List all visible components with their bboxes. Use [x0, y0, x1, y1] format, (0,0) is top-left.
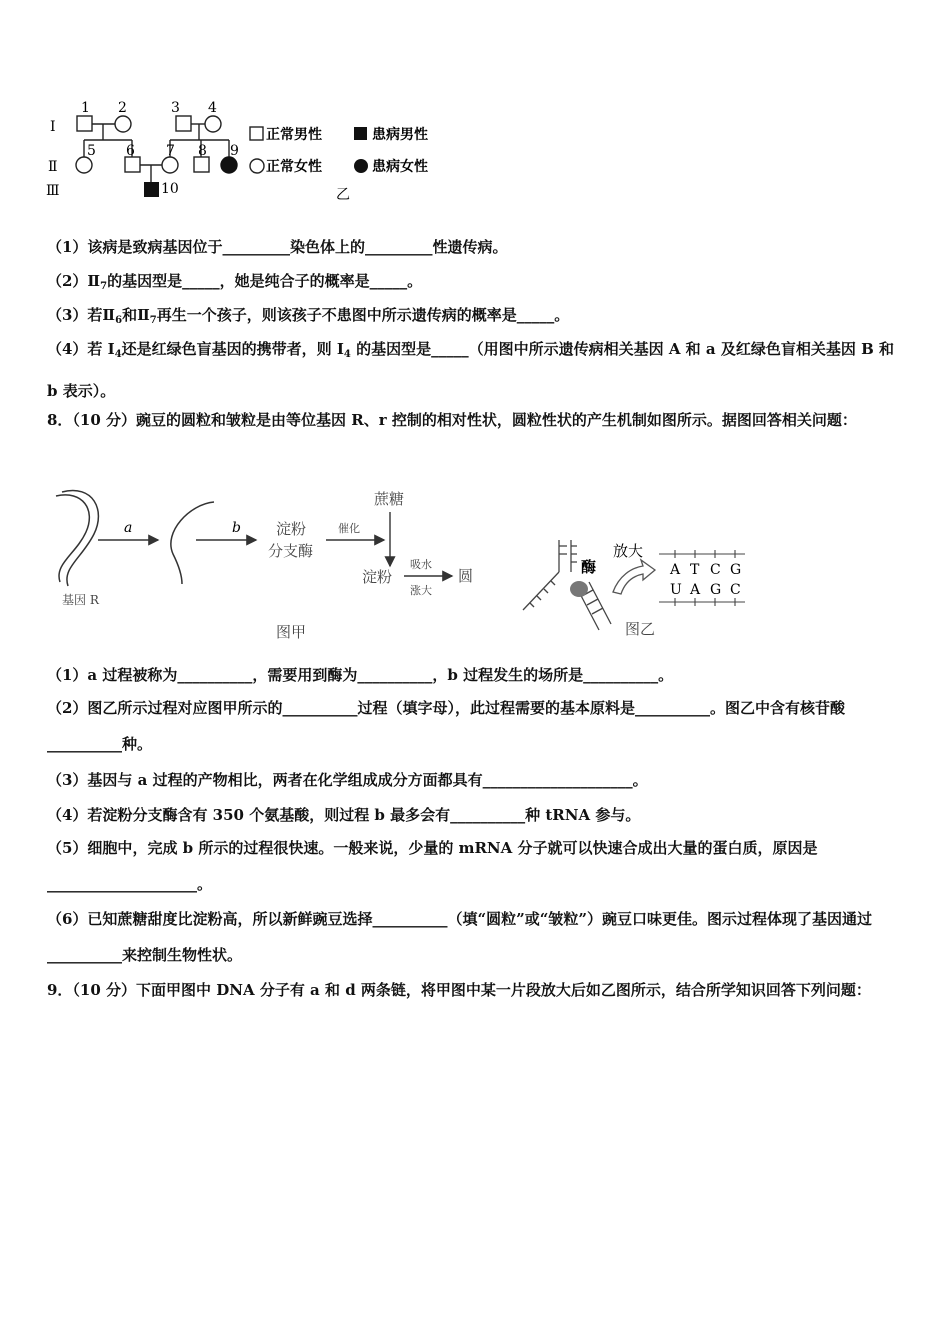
individual-8-normal-male — [194, 157, 209, 172]
rna-base-4: C — [730, 582, 741, 598]
catalyze-label: 催化 — [338, 522, 360, 535]
individual-number-9: 9 — [230, 143, 239, 159]
q7-part-4 — [47, 331, 907, 409]
q7-part-2-text-a: （2）Ⅱ — [47, 272, 101, 290]
dna-base-2: T — [690, 562, 700, 578]
q7-part-3-text-b: 和Ⅱ — [122, 306, 150, 324]
q7-part-3-text-a: （3）若Ⅱ — [47, 306, 116, 324]
figure-jia-caption: 图甲 — [276, 623, 307, 641]
q8-part-6: （6）已知蔗糖甜度比淀粉高，所以新鲜豌豆选择__________（填“圆粒”或“皱粒”）豌豆口味更佳。图示过程体现了基因通过__________来控制生物性状。 — [47, 910, 872, 964]
q8-part-2: （2）图乙所示过程对应图甲所示的__________过程（填字母），此过程需要的基本原料是__________。图乙中含有核苷酸__________种。 — [47, 699, 845, 753]
rna-base-2: A — [690, 582, 701, 598]
q7-part-3-sub-2: 7 — [149, 315, 157, 326]
enlarge-arrow — [613, 560, 655, 594]
rna-base-1: U — [670, 582, 682, 598]
pedigree-figure — [40, 95, 460, 205]
legend-affected-female-label: 患病女性 — [372, 159, 428, 175]
sucrose-label: 蔗糖 — [374, 490, 405, 508]
q8-part-3: （3）基因与 a 过程的产物相比，两者在化学组成成分方面都具有____________________。 — [47, 771, 648, 789]
individual-number-7: 7 — [166, 143, 175, 159]
arrow-b-label: b — [232, 520, 241, 536]
enzyme-label-line1: 淀粉 — [276, 520, 307, 538]
q7-part-4-sub-1: 4 — [114, 349, 122, 360]
generation-label-2: Ⅱ — [48, 159, 58, 175]
q7-part-3 — [47, 305, 569, 331]
individual-6-normal-male — [125, 157, 140, 172]
round-label: 圆 — [458, 567, 474, 585]
figure-yi-caption: 图乙 — [625, 620, 656, 638]
enzyme-label-line2: 分支酶 — [268, 542, 314, 560]
q8-part-1: （1）a 过程被称为__________，需要用到酶为__________，b 过程发生的场所是__________。 — [47, 666, 674, 684]
q7-part-2 — [47, 271, 422, 297]
q7-part-4-sub-2: 4 — [343, 349, 351, 360]
q8-part-4: （4）若淀粉分支酶含有 350 个氨基酸，则过程 b 最多会有__________种 tRNA 参与。 — [47, 806, 641, 824]
legend-normal-female-label: 正常女性 — [266, 159, 322, 175]
generation-label-1: Ⅰ — [50, 119, 56, 135]
individual-3-normal-male — [176, 116, 191, 131]
arrow-a-label: a — [124, 520, 133, 536]
q7-part-3-sub-1: 6 — [115, 315, 123, 326]
individual-number-8: 8 — [198, 143, 207, 159]
individual-9-affected-female — [221, 157, 237, 173]
legend-normal-female-symbol — [250, 159, 264, 173]
q9-intro: 9．（10 分）下面甲图中 DNA 分子有 a 和 d 两条链，将甲图中某一片段放大后如乙图所示，结合所学知识回答下列问题： — [47, 981, 871, 999]
legend-affected-male-symbol — [354, 127, 367, 140]
individual-number-2: 2 — [118, 100, 127, 116]
individual-number-10: 10 — [161, 181, 179, 197]
individual-4-normal-female — [205, 116, 221, 132]
q8-part-5: （5）细胞中，完成 b 所示的过程很快速。一般来说，少量的 mRNA 分子就可以快速合成出大量的蛋白质，原因是____________________。 — [47, 839, 818, 893]
q7-part-2-sub: 7 — [100, 281, 108, 292]
enzyme-blob — [570, 581, 588, 597]
absorb-label: 吸水 — [410, 558, 432, 571]
individual-10-affected-male — [144, 182, 159, 197]
gene-r-label: 基因 R — [62, 593, 99, 607]
legend-affected-female-symbol — [354, 159, 368, 173]
q7-part-4-text-a: （4）若 I — [47, 340, 115, 358]
legend-normal-male-label: 正常男性 — [266, 127, 322, 143]
dna-base-3: C — [710, 562, 721, 578]
q8-intro: 8．（10 分）豌豆的圆粒和皱粒是由等位基因 R、r 控制的相对性状，圆粒性状的产生机制如图所示。据图回答相关问题： — [47, 411, 857, 429]
individual-5-normal-female — [76, 157, 92, 173]
individual-number-4: 4 — [208, 100, 217, 116]
individual-number-5: 5 — [87, 143, 96, 159]
q7-part-1: （1）该病是致病基因位于_________染色体上的_________性遗传病。 — [47, 238, 508, 256]
dna-base-4: G — [730, 562, 742, 578]
legend-normal-male-symbol — [250, 127, 263, 140]
individual-number-1: 1 — [81, 100, 90, 116]
generation-label-3: Ⅲ — [46, 183, 60, 199]
figure-yi — [515, 532, 755, 642]
individual-7-normal-female — [162, 157, 178, 173]
mrna-strand — [171, 502, 214, 584]
pedigree-figure-label: 乙 — [336, 187, 350, 203]
figure-jia — [48, 482, 488, 647]
q7-part-4-text-c: 的基因型是_____（用图中所示遗传病相关基因 A 和 a 及红绿色盲相关基因 B 和 b 表示）。 — [47, 340, 894, 400]
swell-label: 涨大 — [410, 584, 432, 597]
enlarge-label: 放大 — [613, 542, 644, 560]
gene-r-strand-1 — [56, 495, 89, 582]
legend-affected-male-label: 患病男性 — [372, 127, 428, 143]
gene-r-strand-2 — [62, 491, 98, 586]
q7-part-4-text-b: 还是红绿色盲基因的携带者，则 I — [121, 340, 344, 358]
rna-base-3: G — [710, 582, 722, 598]
individual-1-normal-male — [77, 116, 92, 131]
individual-number-3: 3 — [171, 100, 180, 116]
starch-label: 淀粉 — [362, 568, 393, 586]
q7-part-3-text-c: 再生一个孩子，则该孩子不患图中所示遗传病的概率是_____。 — [156, 306, 570, 324]
dna-base-1: A — [670, 562, 681, 578]
individual-2-normal-female — [115, 116, 131, 132]
individual-number-6: 6 — [126, 143, 135, 159]
q7-part-2-text-b: 的基因型是_____，她是纯合子的概率是_____。 — [107, 272, 423, 290]
enzyme-label: 酶 — [581, 558, 597, 576]
